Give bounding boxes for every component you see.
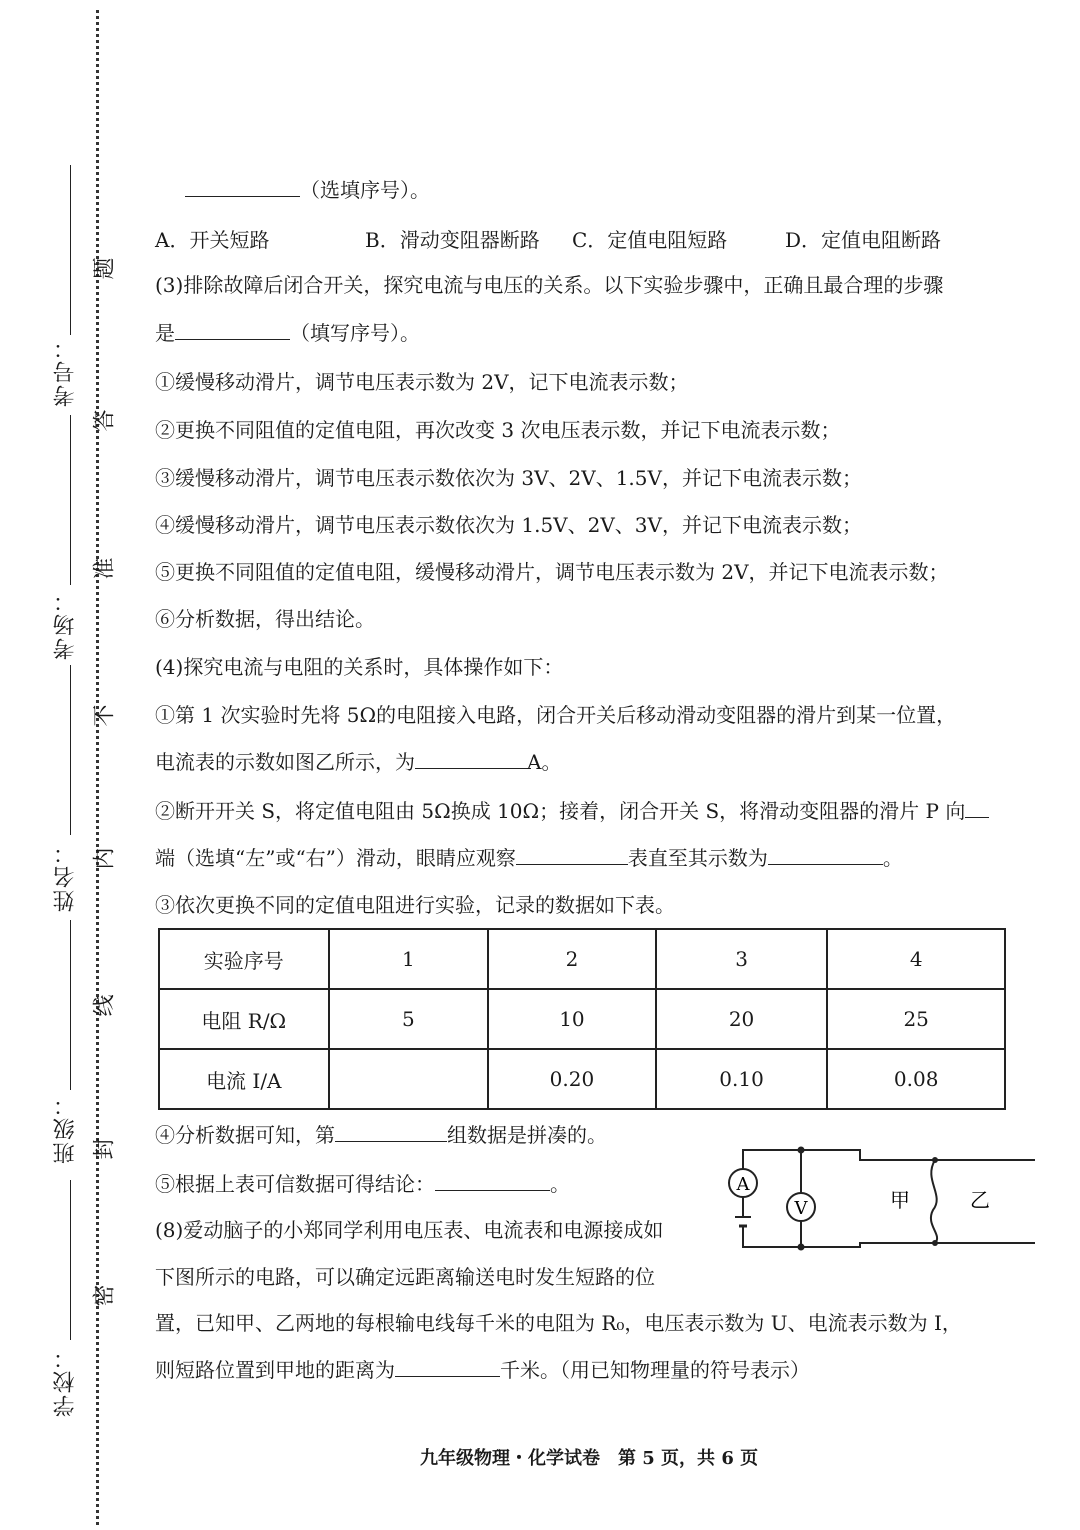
- class-label: 班级：: [53, 1092, 78, 1164]
- row-header: 实验序号: [159, 929, 329, 989]
- exam-room-label: 考场：: [53, 588, 78, 660]
- q3-step: ④缓慢移动滑片，调节电压表示数依次为 1.5V、2V、3V，并记下电流表示数；: [155, 513, 862, 537]
- table-cell: 1: [329, 929, 489, 989]
- q3-line2: 是 （填写序号）。: [155, 321, 420, 345]
- table-cell: 4: [827, 929, 1005, 989]
- q4-step1-line1: ①第 1 次实验时先将 5Ω的电阻接入电路，闭合开关后移动滑动变阻器的滑片到某一位置，: [155, 703, 957, 727]
- answer-blank[interactable]: [516, 844, 628, 865]
- table-cell: 5: [329, 989, 489, 1049]
- answer-blank[interactable]: [175, 319, 290, 340]
- q3-step: ①缓慢移动滑片，调节电压表示数为 2V，记下电流表示数；: [155, 370, 689, 394]
- q2-option-d: D．定值电阻断路: [785, 228, 942, 252]
- top-wire: [743, 1150, 1035, 1170]
- answer-blank[interactable]: [415, 748, 527, 769]
- seal-char: 准: [92, 557, 118, 580]
- junction-dot: [798, 1147, 805, 1154]
- table-cell: 10: [488, 989, 656, 1049]
- row-header: 电阻 R/Ω: [159, 989, 329, 1049]
- q4-step2-line1: ②断开开关 S，将定值电阻由 5Ω换成 10Ω；接着，闭合开关 S，将滑动变阻器的滑片 P 向: [155, 797, 989, 825]
- table-cell: 3: [656, 929, 828, 989]
- q8-line3: 置，已知甲、乙两地的每根输电线每千米的电阻为 R₀，电压表示数为 U、电流表示数为 I，: [155, 1311, 962, 1335]
- short-circuit-path: [931, 1160, 937, 1243]
- q8-line1: (8)爱动脑子的小郑同学利用电压表、电流表和电源接成如: [155, 1218, 664, 1242]
- place-a-label: 甲: [890, 1188, 910, 1212]
- q3-step: ⑥分析数据，得出结论。: [155, 607, 375, 631]
- answer-blank[interactable]: [768, 844, 883, 865]
- seal-char: 不: [92, 704, 118, 727]
- q2-tail-line: （选填序号）。: [185, 176, 430, 204]
- q2-option-b: B．滑动变阻器断路: [365, 228, 540, 252]
- junction-dot: [798, 1244, 805, 1251]
- class-line: [70, 920, 71, 1090]
- voltmeter-label: V: [794, 1198, 808, 1219]
- q4-intro: (4)探究电流与电阻的关系时，具体操作如下：: [155, 655, 564, 679]
- q8-line2: 下图所示的电路，可以确定远距离输送电时发生短路的位: [155, 1265, 655, 1289]
- exam-number-label: 考号：: [53, 335, 78, 407]
- junction-dot: [932, 1240, 938, 1246]
- name-label: 姓名：: [53, 840, 78, 912]
- junction-dot: [932, 1157, 938, 1163]
- bottom-wire: [743, 1226, 1035, 1247]
- circuit-diagram: [715, 1140, 1040, 1265]
- page-footer: 九年级物理・化学试卷 第 5 页，共 6 页: [420, 1448, 759, 1469]
- table-cell: 0.20: [488, 1049, 656, 1109]
- seal-char: 封: [92, 1137, 118, 1160]
- ammeter-label: A: [736, 1174, 750, 1195]
- row-header: 电流 I/A: [159, 1049, 329, 1109]
- exam-number-line: [70, 165, 71, 335]
- table-cell: 25: [827, 989, 1005, 1049]
- table-row: [159, 1049, 1005, 1109]
- table-cell: 20: [656, 989, 828, 1049]
- q4-step4: ④分析数据可知，第 组数据是拼凑的。: [155, 1123, 607, 1147]
- table-row: [159, 989, 1005, 1049]
- seal-char: 答: [92, 409, 118, 432]
- answer-blank[interactable]: [185, 176, 300, 197]
- q2-option-c: C．定值电阻短路: [572, 228, 728, 252]
- q3-step: ③缓慢移动滑片，调节电压表示数依次为 3V、2V、1.5V，并记下电流表示数；: [155, 466, 862, 490]
- q3-step: ②更换不同阻值的定值电阻，再次改变 3 次电压表示数，并记下电流表示数；: [155, 418, 841, 442]
- q4-step3: ③依次更换不同的定值电阻进行实验，记录的数据如下表。: [155, 893, 675, 917]
- table-cell: 2: [488, 929, 656, 989]
- seal-char: 内: [92, 847, 118, 870]
- name-line: [70, 665, 71, 835]
- answer-blank[interactable]: [395, 1356, 500, 1377]
- table-row: [159, 929, 1005, 989]
- exam-room-line: [70, 415, 71, 585]
- q2-option-a: A．开关短路: [155, 228, 270, 252]
- table-cell: 0.10: [656, 1049, 828, 1109]
- table-cell: [329, 1049, 489, 1109]
- seal-char: 密: [92, 1284, 118, 1307]
- q3-step: ⑤更换不同阻值的定值电阻，缓慢移动滑片，调节电压表示数为 2V，并记下电流表示数；: [155, 560, 949, 584]
- school-line: [70, 1180, 71, 1340]
- seal-char: 线: [92, 994, 118, 1017]
- q4-step2-line2: 端（选填“左”或“右”）滑动，眼睛应观察 表直至其示数为 。: [155, 846, 903, 870]
- q3-line1: (3)排除故障后闭合开关，探究电流与电压的关系。以下实验步骤中，正确且最合理的步骤: [155, 273, 944, 297]
- data-table: [158, 928, 1006, 1110]
- q4-step1-line2: 电流表的示数如图乙所示，为 A。: [155, 750, 562, 774]
- q8-line4: 则短路位置到甲地的距离为 千米。（用已知物理量的符号表示）: [155, 1358, 810, 1382]
- school-label: 学校：: [53, 1345, 78, 1417]
- answer-blank[interactable]: [335, 1121, 447, 1142]
- q4-step5: ⑤根据上表可信数据可得结论： 。: [155, 1172, 570, 1196]
- answer-blank[interactable]: [965, 797, 989, 818]
- table-cell: 0.08: [827, 1049, 1005, 1109]
- answer-blank[interactable]: [435, 1170, 550, 1191]
- place-b-label: 乙: [970, 1188, 990, 1212]
- seal-char: 题: [92, 257, 118, 280]
